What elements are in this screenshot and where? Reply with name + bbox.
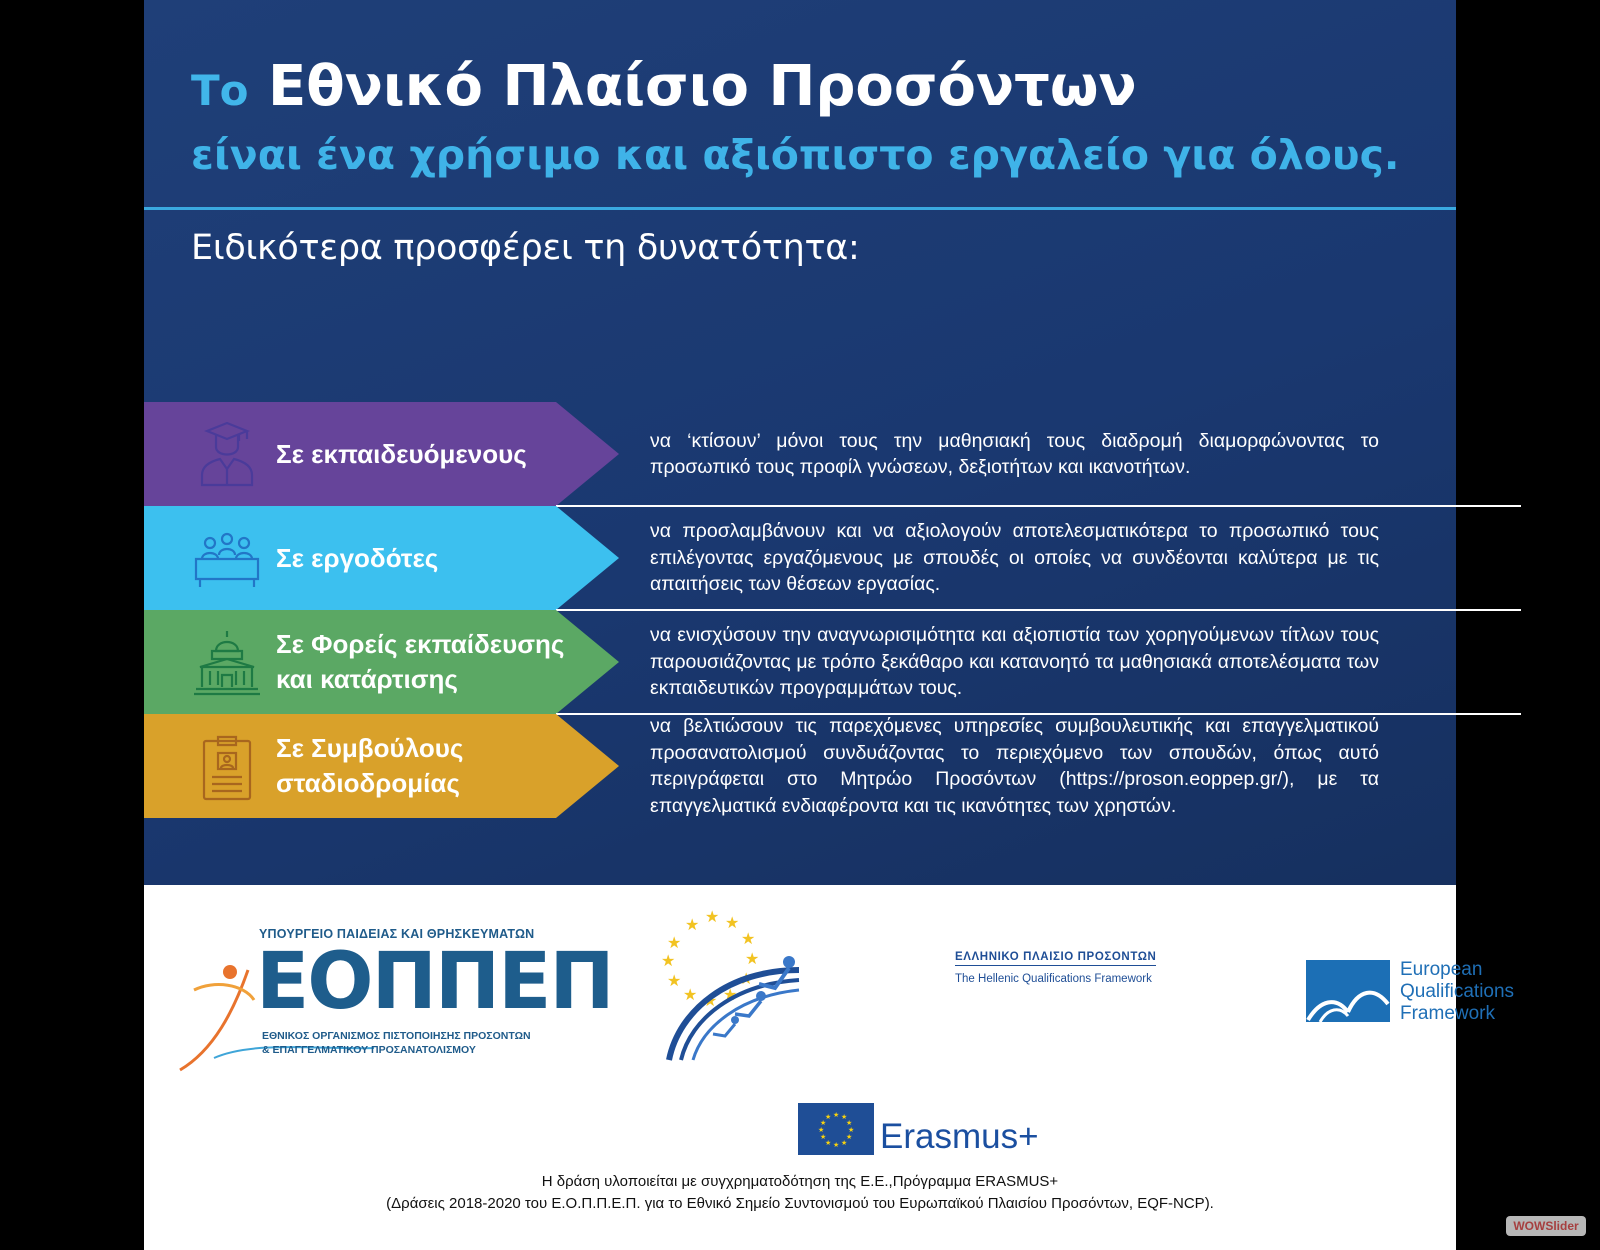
title-divider (144, 207, 1456, 210)
svg-text:★: ★ (820, 1120, 827, 1127)
svg-text:★: ★ (841, 1140, 848, 1147)
svg-text:★: ★ (825, 1114, 832, 1121)
audience-row-counsellors (144, 714, 1456, 818)
eoppep-ministry: ΥΠΟΥΡΓΕΙΟ ΠΑΙΔΕΙΑΣ ΚΑΙ ΘΡΗΣΚΕΥΜΑΤΩΝ (259, 927, 535, 941)
eqf-text-line3: Framework (1400, 1003, 1496, 1024)
section-subtitle: Ειδικότερα προσφέρει τη δυνατότητα: (191, 228, 860, 268)
eqf-logo (1306, 960, 1390, 1022)
funding-note: Η δράση υλοποιείται με συγχρηματοδότηση της Ε.Ε.,Πρόγραμμα ERASMUS+ (541, 1173, 1059, 1190)
row-description-text: να βελτιώσουν τις παρεχόμενες υπηρεσίες συμβουλευτικής και επαγγελματικού προσανατολισμού συνδυάζοντας το περιεχόμενο των σπουδών, όπως αυτό περιγράφεται στο Μητρώο Προσόντων (https://proson.eoppep.gr/), με τα επαγγελματικά ενδιαφέροντα και τις ικανότητες των χρηστών. (650, 715, 1379, 817)
row-description (650, 610, 1379, 714)
svg-text:★: ★ (685, 917, 700, 934)
meeting-table-icon (192, 523, 262, 593)
watermark: WOWSlider (1506, 1216, 1586, 1236)
svg-text:★: ★ (683, 987, 698, 1004)
clipboard-profile-icon (192, 731, 262, 801)
svg-text:★: ★ (725, 915, 740, 932)
svg-text:★: ★ (848, 1127, 855, 1134)
svg-text:★: ★ (846, 1134, 853, 1141)
title-tagline: είναι ένα χρήσιμο και αξιόπιστο εργαλείο για όλους. (191, 131, 1400, 179)
funding-note-detail: (Δράσεις 2018-2020 του Ε.Ο.Π.Π.Ε.Π. για το Εθνικό Σημείο Συντονισμού του Ευρωπαϊκού Πλαισίου Προσόντων, EQF-NCP). (386, 1195, 1214, 1212)
eqf-text (1400, 959, 1514, 1025)
row-label-line1: Σε εργοδότες (276, 542, 439, 573)
svg-text:★: ★ (846, 1120, 853, 1127)
audience-row-providers (144, 610, 1456, 714)
row-label (276, 402, 576, 506)
eoppep-fullname (262, 1029, 531, 1057)
title-main: Εθνικό Πλαίσιο Προσόντων (268, 54, 1137, 119)
hqf-title: ΕΛΛΗΝΙΚΟ ΠΛΑΙΣΙΟ ΠΡΟΣΟΝΤΩΝ (955, 951, 1156, 966)
info-panel (144, 0, 1456, 885)
row-description (650, 402, 1379, 506)
svg-text:★: ★ (703, 993, 718, 1010)
svg-text:★: ★ (661, 953, 676, 970)
row-label (276, 506, 576, 610)
row-label-line2: σταδιοδρομίας (276, 768, 460, 798)
eqf-text-line1: European (1400, 959, 1483, 980)
row-label-line1: Σε Φορείς εκπαίδευσης (276, 629, 565, 659)
row-label-line1: Σε εκπαιδευόμενους (276, 438, 527, 469)
hqf-logo (649, 900, 809, 1070)
row-description (650, 506, 1379, 610)
svg-text:★: ★ (825, 1140, 832, 1147)
row-label-line2: και κατάρτισης (276, 664, 458, 694)
svg-text:★: ★ (667, 973, 682, 990)
row-label-line1: Σε Συμβούλους (276, 733, 464, 763)
svg-text:★: ★ (818, 1127, 825, 1134)
row-label (276, 714, 576, 818)
svg-text:★: ★ (723, 987, 738, 1004)
row-description-text: να ‘κτίσουν’ μόνοι τους την μαθησιακή τους διαδρομή διαμορφώνοντας το προσωπικό τους προφίλ γνώσεων, δεξιοτήτων και ικανοτήτων. (650, 429, 1379, 478)
svg-text:★: ★ (833, 1142, 840, 1149)
hqf-subtitle: The Hellenic Qualifications Framework (955, 973, 1152, 985)
row-description (650, 714, 1379, 818)
footer (144, 885, 1515, 1250)
graduate-icon (192, 419, 262, 489)
audience-row-employers (144, 506, 1456, 610)
eqf-text-line2: Qualifications (1400, 981, 1515, 1002)
audience-row-learners (144, 402, 1456, 506)
title-prefix: Το (191, 66, 249, 115)
svg-text:★: ★ (841, 1114, 848, 1121)
svg-text:★: ★ (741, 931, 756, 948)
institution-building-icon (192, 627, 262, 697)
eoppep-name: ΕΟΠΠΕΠ (256, 937, 613, 1027)
row-label (276, 610, 576, 714)
eoppep-fullname-line2: & ΕΠΑΓΓΕΛΜΑΤΙΚΟΥ ΠΡΟΣΑΝΑΤΟΛΙΣΜΟΥ (262, 1044, 476, 1056)
eu-flag-icon (798, 1103, 874, 1155)
eoppep-fullname-line1: ΕΘΝΙΚΟΣ ΟΡΓΑΝΙΣΜΟΣ ΠΙΣΤΟΠΟΙΗΣΗΣ ΠΡΟΣΟΝΤΩΝ (262, 1030, 531, 1042)
row-description-text: να προσλαμβάνουν και να αξιολογούν αποτελεσματικότερα το προσωπικό τους επιλέγοντας εργαζόμενους με σπουδές οι οποίες να συνδέονται καλύτερα με τις απαιτήσεις των θέσεων εργασίας. (650, 520, 1379, 596)
svg-text:★: ★ (745, 951, 760, 968)
erasmus-logo-text: Erasmus+ (880, 1117, 1039, 1156)
svg-text:★: ★ (705, 909, 720, 926)
svg-text:★: ★ (667, 935, 682, 952)
poster (144, 0, 1515, 1250)
svg-text:★: ★ (833, 1112, 840, 1119)
svg-text:★: ★ (739, 971, 754, 988)
page-title (191, 52, 1137, 126)
svg-text:★: ★ (820, 1134, 827, 1141)
row-description-text: να ενισχύσουν την αναγνωρισιμότητα και αξιοπιστία των χορηγούμενων τίτλων τους παρουσιάζοντας με τρόπο ξεκάθαρο και κατανοητό τα μαθησιακά αποτελέσματα των εκπαιδευτικών προγραμμάτων τους. (650, 624, 1379, 700)
